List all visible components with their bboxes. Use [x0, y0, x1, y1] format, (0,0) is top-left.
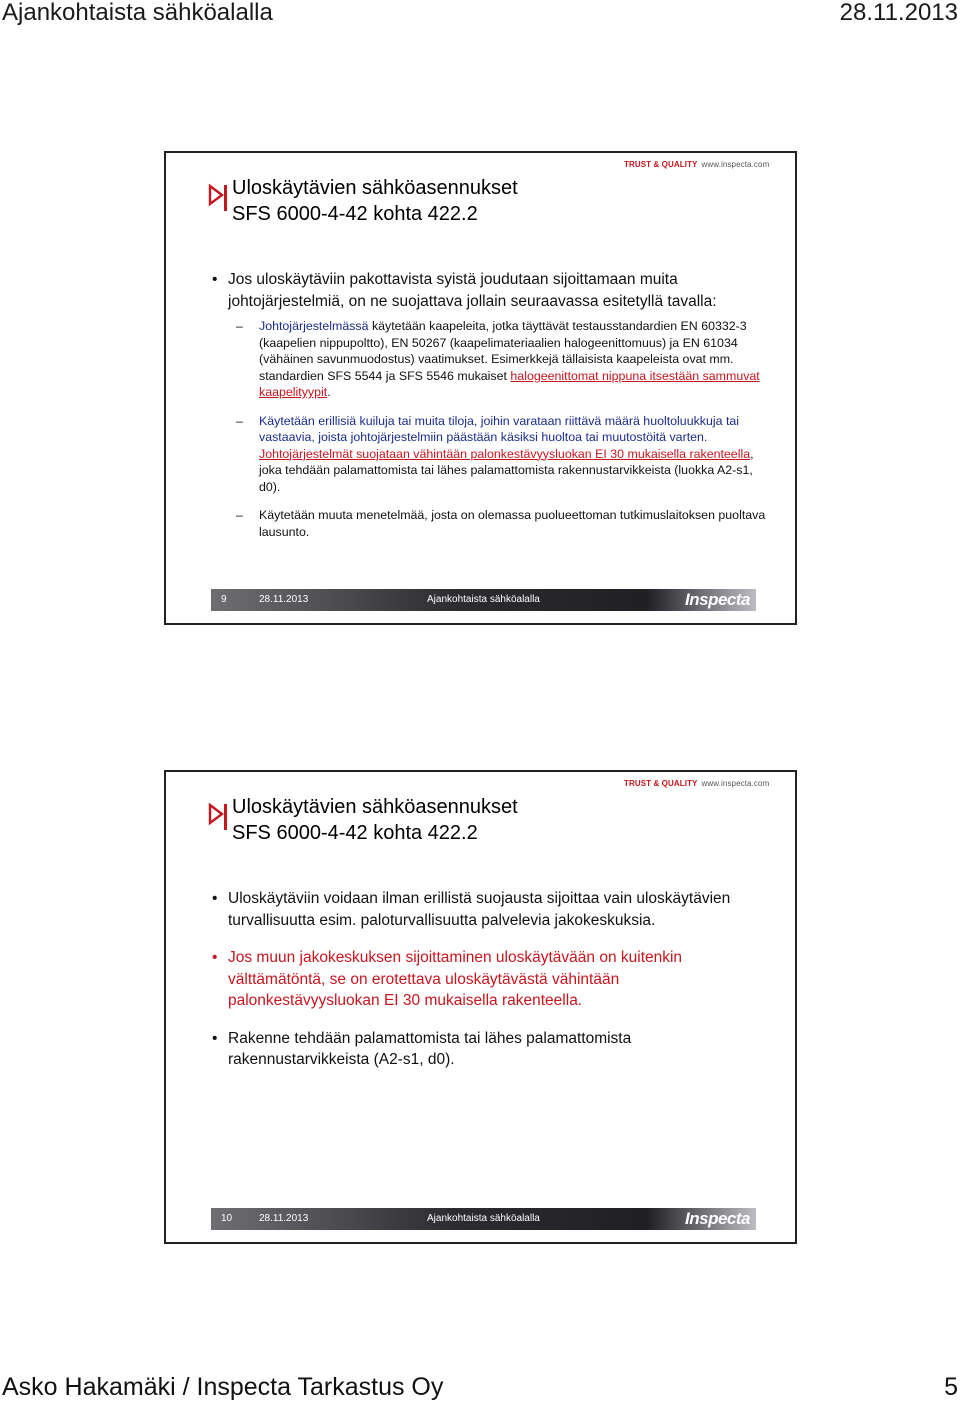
- sub-item-3: [206, 507, 771, 540]
- bullet-text: Rakenne tehdään palamattomista tai lähes palamattomista rakennustarvikkeista (A2-s1, d0).: [228, 1029, 632, 1068]
- dash-icon: –: [236, 413, 243, 428]
- dash-icon: –: [236, 508, 243, 522]
- sub1-text: käytetään kaapeleita, jotka täyttävät testausstandardien EN 60332-3 (kaapelien nippupoltto), EN 50267 (kaapelimateriaalien halogeenittomuus) ja EN 61034 (vähäinen savunmuodostus) vaatimukset. Esimerkkejä tällaisista kaapeleista ovat mm. standardien SFS 5544 ja SFS 5546 mukaiset: [259, 319, 747, 383]
- bullet-item: [206, 269, 771, 312]
- dash-icon: –: [236, 319, 243, 333]
- slide-date: 28.11.2013: [259, 594, 309, 605]
- slide-number: 9: [221, 594, 227, 605]
- tagline-text: TRUST & QUALITY: [624, 779, 698, 788]
- slide-content: [206, 888, 771, 1087]
- bullet-item: [206, 947, 771, 1012]
- slide-date: 28.11.2013: [259, 1213, 309, 1224]
- footer-page-number: 5: [944, 1373, 958, 1401]
- tagline-text: TRUST & QUALITY: [624, 160, 698, 169]
- slide-9: [164, 151, 797, 625]
- bullet-text: Jos muun jakokeskuksen sijoittaminen uloskäytävään on kuitenkin välttämätöntä, se on erotettava uloskäytävästä vähintään palonkestävyysluokan EI 30 mukaisella rakenteella.: [228, 949, 683, 1009]
- bullet-item: [206, 888, 771, 931]
- slide-title-line1: Uloskäytävien sähköasennukset: [232, 177, 518, 199]
- brand-url: www.inspecta.com: [701, 160, 770, 169]
- tagline: [624, 160, 769, 170]
- slide-title-line1: Uloskäytävien sähköasennukset: [232, 796, 518, 818]
- bullet-dot-icon: •: [212, 890, 218, 907]
- inspecta-logo: Inspecta: [685, 1209, 750, 1228]
- sub1-end: .: [327, 385, 331, 399]
- slide-footer: [211, 1208, 756, 1230]
- tagline: [624, 779, 769, 789]
- sub2-highlight: Käytetään erillisiä kuiluja tai muita tiloja, joihin varataan riittävä määrä huoltoluukkuja tai vastaavia, joista johtojärjestelmiin päästään käsiksi huoltoa tai muutostöitä varten.: [259, 413, 740, 444]
- bullet-dot-icon: •: [212, 1029, 218, 1047]
- bullet-dot-icon: •: [212, 271, 218, 288]
- footer-author: Asko Hakamäki / Inspecta Tarkastus Oy: [2, 1373, 444, 1401]
- sub-item-2: [206, 413, 771, 496]
- slide-event: Ajankohtaista sähköalalla: [427, 1213, 540, 1224]
- bullet-dot-icon: •: [212, 949, 218, 966]
- sub-item-1: [206, 318, 771, 401]
- sub3-text: Käytetään muuta menetelmää, josta on olemassa puolueettoman tutkimuslaitoksen puoltava lausunto.: [259, 508, 766, 539]
- slide-number: 10: [221, 1213, 233, 1224]
- slide-content: [206, 269, 771, 552]
- bullet-text: Uloskäytäviin voidaan ilman erillistä suojausta sijoittaa vain uloskäytävien turvallisuutta esim. paloturvallisuutta palvelevia jakokeskuksia.: [228, 890, 731, 929]
- sub2-underlined: Johtojärjestelmät suojataan vähintään palonkestävyysluokan EI 30 mukaisella rakenteella: [259, 446, 751, 461]
- page-header: [0, 0, 960, 30]
- title-marker-icon: [208, 802, 230, 832]
- slide-title-line2: SFS 6000-4-42 kohta 422.2: [232, 822, 478, 844]
- sub2-text: , joka tehdään palamattomista tai lähes palamattomista rakennustarvikkeista (luokka A2-s1, d0).: [259, 446, 754, 494]
- slide-title-line2: SFS 6000-4-42 kohta 422.2: [232, 203, 478, 225]
- slide-footer: [211, 589, 756, 611]
- inspecta-logo: Inspecta: [685, 590, 750, 609]
- brand-url: www.inspecta.com: [701, 779, 770, 788]
- bullet-item: [206, 1028, 771, 1071]
- slide-10: [164, 770, 797, 1244]
- bullet-text: Jos uloskäytäviin pakottavista syistä joudutaan sijoittamaan muita johtojärjestelmiä, on ne suojattava jollain seuraavassa esitetyllä tavalla:: [228, 271, 717, 310]
- header-date: 28.11.2013: [839, 0, 958, 26]
- page-footer: [0, 1372, 960, 1404]
- slide-event: Ajankohtaista sähköalalla: [427, 594, 540, 605]
- slide-title: [232, 175, 518, 227]
- sub1-highlight: Johtojärjestelmässä: [259, 319, 369, 333]
- title-marker-icon: [208, 183, 230, 213]
- header-title: Ajankohtaista sähköalalla: [2, 0, 273, 26]
- sub1-underlined: halogeenittomat nippuna itsestään sammuvat kaapelityypit: [259, 368, 760, 399]
- slide-title: [232, 794, 518, 846]
